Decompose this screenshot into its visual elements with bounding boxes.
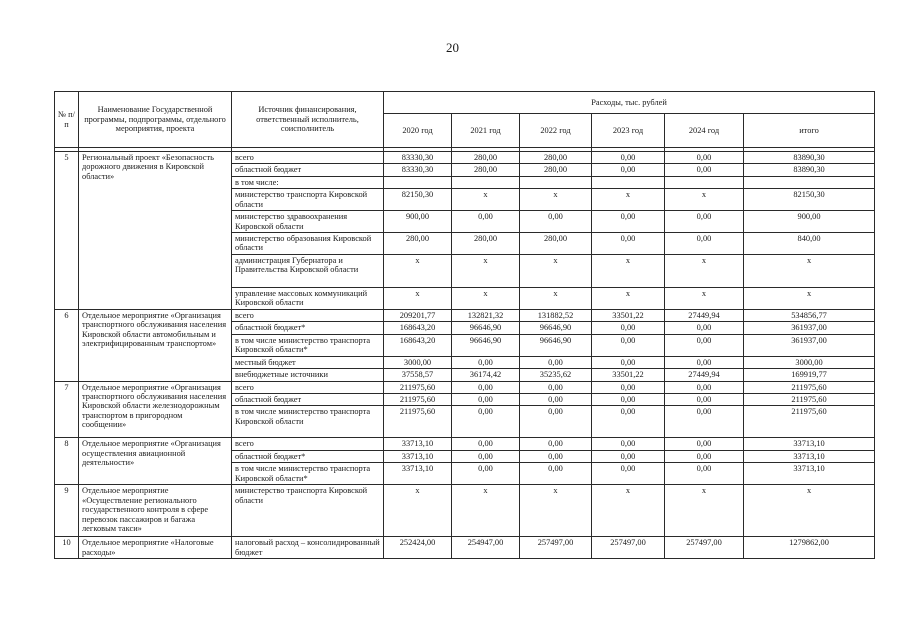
header-num: № п/п — [55, 92, 79, 148]
year-value — [384, 176, 452, 188]
funding-source: в том числе министерство транспорта Кировской области* — [232, 463, 384, 485]
year-value: 96646,90 — [520, 334, 592, 356]
year-value: 0,00 — [452, 406, 520, 438]
year-value — [452, 176, 520, 188]
row-number: 6 — [55, 310, 79, 382]
year-value: 37558,57 — [384, 369, 452, 381]
funding-source: внебюджетные источники — [232, 369, 384, 381]
funding-source: местный бюджет — [232, 356, 384, 368]
table-row — [55, 381, 875, 393]
year-value: 209201,77 — [384, 310, 452, 322]
table-row — [55, 438, 875, 450]
funding-source: в том числе: — [232, 176, 384, 188]
year-value: 0,00 — [665, 438, 744, 450]
program-name: Отдельное мероприятие «Осуществление регионального государственного контроля в сфере перевозок пассажиров и багажа легковым такси» — [79, 485, 232, 537]
year-value: 280,00 — [452, 233, 520, 255]
year-value: 280,00 — [520, 152, 592, 164]
year-value: 280,00 — [452, 152, 520, 164]
table-row — [55, 485, 875, 537]
year-value: 82150,30 — [384, 189, 452, 211]
year-value: 0,00 — [665, 164, 744, 176]
year-value: 0,00 — [592, 334, 665, 356]
funding-source: всего — [232, 152, 384, 164]
total-value: 840,00 — [744, 233, 875, 255]
table-row — [55, 310, 875, 322]
funding-source: областной бюджет — [232, 394, 384, 406]
year-value — [592, 176, 665, 188]
year-value: 96646,90 — [452, 322, 520, 334]
year-value: 0,00 — [592, 450, 665, 462]
funding-source: министерство транспорта Кировской области — [232, 485, 384, 537]
year-value: 0,00 — [665, 334, 744, 356]
year-value — [665, 176, 744, 188]
year-value: 211975,60 — [384, 406, 452, 438]
year-value: x — [665, 255, 744, 288]
header-year: 2020 год — [384, 114, 452, 148]
year-value: 0,00 — [452, 356, 520, 368]
year-value: 0,00 — [520, 450, 592, 462]
year-value: 0,00 — [452, 450, 520, 462]
total-value: x — [744, 288, 875, 310]
year-value: 254947,00 — [452, 537, 520, 559]
funding-source: всего — [232, 438, 384, 450]
year-value: x — [452, 288, 520, 310]
year-value: 36174,42 — [452, 369, 520, 381]
year-value: 33501,22 — [592, 310, 665, 322]
year-value: x — [665, 288, 744, 310]
funding-source: областной бюджет* — [232, 450, 384, 462]
funding-source: областной бюджет* — [232, 322, 384, 334]
year-value: 168643,20 — [384, 322, 452, 334]
year-value: 0,00 — [520, 463, 592, 485]
year-value: 96646,90 — [452, 334, 520, 356]
year-value: 0,00 — [592, 406, 665, 438]
year-value: x — [452, 189, 520, 211]
funding-source: областной бюджет — [232, 164, 384, 176]
row-number: 9 — [55, 485, 79, 537]
row-number: 7 — [55, 381, 79, 438]
year-value: 0,00 — [592, 394, 665, 406]
year-value: 83330,30 — [384, 164, 452, 176]
row-number: 10 — [55, 537, 79, 559]
year-value: 0,00 — [592, 322, 665, 334]
year-value: 0,00 — [592, 211, 665, 233]
year-value: 83330,30 — [384, 152, 452, 164]
year-value: 0,00 — [592, 233, 665, 255]
header-year: 2024 год — [665, 114, 744, 148]
year-value: x — [592, 288, 665, 310]
year-value: 0,00 — [452, 381, 520, 393]
year-value: 0,00 — [592, 438, 665, 450]
year-value: 0,00 — [665, 211, 744, 233]
year-value: 33501,22 — [592, 369, 665, 381]
year-value: 252424,00 — [384, 537, 452, 559]
year-value: x — [384, 288, 452, 310]
funding-source: министерство транспорта Кировской области — [232, 189, 384, 211]
year-value: 0,00 — [665, 394, 744, 406]
total-value: 361937,00 — [744, 322, 875, 334]
year-value: x — [452, 485, 520, 537]
header-total: итого — [744, 114, 875, 148]
table-row — [55, 537, 875, 559]
year-value: x — [592, 255, 665, 288]
program-name: Отдельное мероприятие «Налоговые расходы» — [79, 537, 232, 559]
year-value: 0,00 — [452, 211, 520, 233]
total-value: 33713,10 — [744, 450, 875, 462]
year-value: 0,00 — [452, 463, 520, 485]
year-value: x — [665, 189, 744, 211]
program-name: Отдельное мероприятие «Организация транспортного обслуживания населения Кировской области железнодорожным транспортом в пригородном сообщении» — [79, 381, 232, 438]
year-value: 0,00 — [592, 164, 665, 176]
table-row — [55, 152, 875, 164]
total-value: 534856,77 — [744, 310, 875, 322]
year-value: 257497,00 — [665, 537, 744, 559]
total-value: 1279862,00 — [744, 537, 875, 559]
year-value: x — [520, 485, 592, 537]
year-value: 0,00 — [665, 356, 744, 368]
year-value: 211975,60 — [384, 394, 452, 406]
total-value: 211975,60 — [744, 406, 875, 438]
total-value: 33713,10 — [744, 438, 875, 450]
year-value: 0,00 — [592, 381, 665, 393]
year-value: 0,00 — [592, 152, 665, 164]
year-value: 0,00 — [452, 394, 520, 406]
table-body — [55, 148, 875, 559]
header-year: 2022 год — [520, 114, 592, 148]
total-value: x — [744, 255, 875, 288]
year-value: x — [592, 189, 665, 211]
year-value — [520, 176, 592, 188]
total-value — [744, 176, 875, 188]
year-value: x — [520, 255, 592, 288]
year-value: 132821,32 — [452, 310, 520, 322]
year-value: 0,00 — [520, 211, 592, 233]
year-value: 27449,94 — [665, 310, 744, 322]
program-name: Отдельное мероприятие «Организация осуществления авиационной деятельности» — [79, 438, 232, 485]
year-value: 0,00 — [665, 463, 744, 485]
funding-source: администрация Губернатора и Правительства Кировской области — [232, 255, 384, 288]
year-value: 0,00 — [665, 450, 744, 462]
funding-source: в том числе министерство транспорта Кировской области* — [232, 334, 384, 356]
year-value: x — [592, 485, 665, 537]
year-value: 0,00 — [520, 356, 592, 368]
year-value: 0,00 — [665, 233, 744, 255]
total-value: 361937,00 — [744, 334, 875, 356]
year-value: x — [452, 255, 520, 288]
total-value: 33713,10 — [744, 463, 875, 485]
program-name: Отдельное мероприятие «Организация транспортного обслуживания населения Кировской области автомобильным и электрифицированным транспортом» — [79, 310, 232, 382]
year-value: 27449,94 — [665, 369, 744, 381]
year-value: x — [520, 189, 592, 211]
page-number: 20 — [446, 40, 459, 55]
row-number: 8 — [55, 438, 79, 485]
year-value: 0,00 — [665, 406, 744, 438]
year-value: 0,00 — [665, 381, 744, 393]
funding-source: министерство здравоохранения Кировской области — [232, 211, 384, 233]
total-value: 211975,60 — [744, 394, 875, 406]
funding-source: всего — [232, 381, 384, 393]
funding-source: всего — [232, 310, 384, 322]
funding-source: управление массовых коммуникаций Кировской области — [232, 288, 384, 310]
year-value: 3000,00 — [384, 356, 452, 368]
year-value: 280,00 — [520, 233, 592, 255]
year-value: 0,00 — [520, 406, 592, 438]
year-value: 0,00 — [665, 322, 744, 334]
year-value: 0,00 — [520, 438, 592, 450]
total-value: 83890,30 — [744, 164, 875, 176]
year-value: 900,00 — [384, 211, 452, 233]
header-year: 2023 год — [592, 114, 665, 148]
year-value: 0,00 — [520, 394, 592, 406]
year-value: 280,00 — [452, 164, 520, 176]
total-value: x — [744, 485, 875, 537]
year-value: 211975,60 — [384, 381, 452, 393]
header-expenses: Расходы, тыс. рублей — [384, 92, 875, 114]
year-value: 0,00 — [592, 463, 665, 485]
year-value: x — [384, 485, 452, 537]
row-number: 5 — [55, 152, 79, 310]
year-value: 0,00 — [665, 152, 744, 164]
year-value: 257497,00 — [592, 537, 665, 559]
total-value: 900,00 — [744, 211, 875, 233]
year-value: 33713,10 — [384, 463, 452, 485]
program-name: Региональный проект «Безопасность дорожного движения в Кировской области» — [79, 152, 232, 310]
year-value: 280,00 — [520, 164, 592, 176]
header-name: Наименование Государственной программы, подпрограммы, отдельного мероприятия, проекта — [79, 92, 232, 148]
year-value: 0,00 — [592, 356, 665, 368]
total-value: 169919,77 — [744, 369, 875, 381]
year-value: 168643,20 — [384, 334, 452, 356]
funding-source: в том числе министерство транспорта Кировской области — [232, 406, 384, 438]
total-value: 211975,60 — [744, 381, 875, 393]
year-value: 257497,00 — [520, 537, 592, 559]
funding-source: налоговый расход – консолидированный бюджет — [232, 537, 384, 559]
year-value: 0,00 — [520, 381, 592, 393]
total-value: 82150,30 — [744, 189, 875, 211]
year-value: 280,00 — [384, 233, 452, 255]
expenses-table — [54, 91, 875, 559]
year-value: x — [520, 288, 592, 310]
total-value: 3000,00 — [744, 356, 875, 368]
header-source: Источник финансирования, ответственный исполнитель, соисполнитель — [232, 92, 384, 148]
year-value: 0,00 — [452, 438, 520, 450]
funding-source: министерство образования Кировской области — [232, 233, 384, 255]
year-value: 33713,10 — [384, 438, 452, 450]
total-value: 83890,30 — [744, 152, 875, 164]
year-value: 131882,52 — [520, 310, 592, 322]
year-value: 33713,10 — [384, 450, 452, 462]
header-year: 2021 год — [452, 114, 520, 148]
year-value: 35235,62 — [520, 369, 592, 381]
year-value: x — [665, 485, 744, 537]
year-value: 96646,90 — [520, 322, 592, 334]
year-value: x — [384, 255, 452, 288]
